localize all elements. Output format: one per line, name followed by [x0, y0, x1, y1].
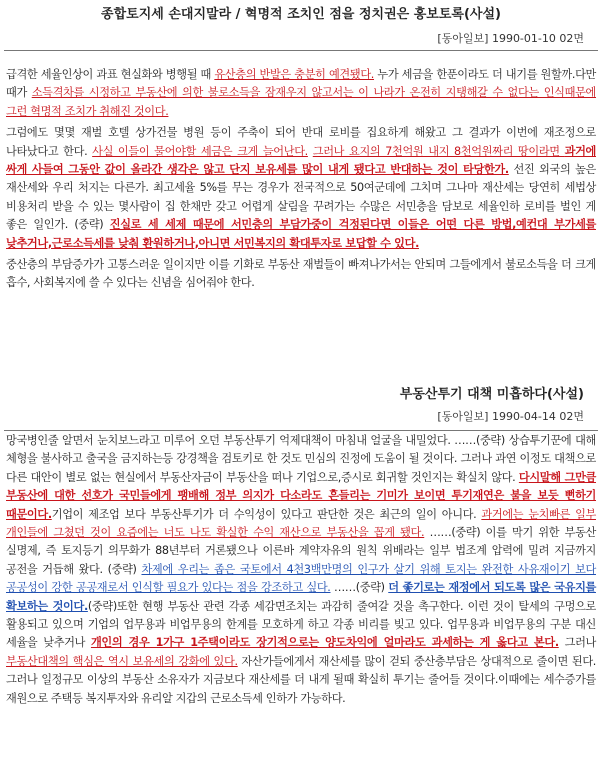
highlighted-text: 유산층의 반발은 충분히 예견됐다. — [214, 68, 375, 81]
highlighted-text: 진실로 세 세제 때문에 서민층의 부담가중이 걱정된다면 이들은 어떤 다른 방법,예컨대 부가세를 낮추거나,근로소득세를 낮춰 환원하거나,아니면 서민복지의 확대투자로 보답할 수 있다. — [6, 218, 596, 250]
paragraph — [6, 66, 596, 121]
text-run: 자산가들에게서 재산세를 많이 걷되 중산층부담은 상대적으로 줄이면 된다. 그러나 일정규모 이상의 부동산 소유자가 지금보다 재산세를 더 내게 될때 확실히 투기는 줄어들 것이다.이때에는 세수증가를 재원으로 주택등 복지투자와 유리알 지갑의 근로소득세 인하가 가능하다. — [6, 654, 596, 705]
highlighted-text: 개인의 경우 1가구 1주택이라도 장기적으로는 양도차익에 얼마라도 과세하는 게 옳다고 본다. — [90, 636, 559, 650]
divider — [4, 430, 598, 431]
article-body — [6, 432, 596, 711]
highlighted-text: 부동산대책의 핵심은 역시 보유세의 강화에 있다. — [6, 654, 238, 668]
highlighted-text: 다시말해 그만큼 부동산에 대한 선호가 국민들에게 팽배해 정부 의지가 다소라도 흔들리는 기미가 보이면 투기재연은 불을 보듯 뻔하기 때문이다. — [6, 470, 596, 521]
text-run: ……(중략) 이를 막기 위한 부동산 실명제, 즉 토지등기 의무화가 88년부터 거론됐으나 이른바 계약자유의 원칙 위배라는 일부 법조계 압력에 밀려 지금까지 공전을 거듭해 왔다. (중략) — [6, 526, 596, 576]
article-byline: [동아일보] 1990-01-10 02면 — [437, 32, 584, 45]
paragraph — [6, 256, 596, 293]
article-title: 종합토지세 손대지말라 / 혁명적 조치인 점을 정치권은 홍보토록(사설) — [101, 7, 501, 22]
article-title: 부동산투기 대책 미흡하다(사설) — [399, 387, 584, 402]
highlighted-text: 더 좋기로는 재정에서 되도록 많은 국유지를 확보하는 것이다. — [6, 581, 596, 613]
paragraph — [6, 124, 596, 253]
text-run: 그러나 — [558, 636, 596, 650]
text-run: 누가 세금을 한푼이라도 더 내기를 원할까.다만 때가 — [6, 68, 597, 100]
divider — [4, 50, 598, 51]
highlighted-text: 차제에 우리는 좁은 국토에서 4천3백만명의 인구가 살기 위해 토지는 완전한 사유재이기 보다 공공성이 강한 공공재로서 인식할 필요가 있다는 점을 강조하고 싶다. — [6, 562, 596, 595]
article-body — [6, 66, 596, 296]
text-run: 선진 외국의 높은 재산세와 우리 처지는 다른가. 최고세율 5%를 무는 경우가 전국적으로 50여군데에 그치며 그나마 재산세는 당연히 세법상 비용처리 받을 수 있는 몇사람이 집 한채만 갖고 어렵게 살림을 꾸려가는 수많은 서민층을 담보로 세율인하 로비를 벌인 게 좋은 일인가. (중략) — [6, 163, 596, 232]
text-run: 그럼에도 몇몇 재벌 호텔 상가건물 병원 등이 주축이 되어 반대 로비를 집요하게 해왔고 그 결과가 이번에 재조정으로 나타났다고 한다. — [6, 126, 596, 158]
text-run: 중산층의 부담증가가 고통스러운 일이지만 이를 기화로 부동산 재벌들이 빠져나가서는 안되며 그들에게서 불로소득을 더 크게 흡수, 사회복지에 쓸 수 있다는 신념을 심어줘야 한다. — [6, 258, 596, 290]
highlighted-text: 과거에 싸게 사들여 그동안 값이 올라간 생각은 않고 단지 보유세를 많이 내게 됐다고 반대하는 것이 타당한가. — [6, 144, 596, 177]
text-run: ……(중략) — [330, 581, 389, 595]
highlighted-text: 그러나 요지의 7천억원 내지 8천억원짜리 땅이라면 — [312, 144, 565, 158]
text-run: 급격한 세율인상이 과표 현실화와 병행될 때 — [6, 68, 215, 81]
text-run: (중략)또한 현행 부동산 관련 각종 세감면조치는 과감히 줄여갈 것을 촉구한다. 이런 것이 탈세의 구멍으로 활용되고 있으며 기업의 업무용과 비업무용의 한계를 모호하게 하고 각종 비리를 빚고 있다. 업무용과 비업무용의 구분 대신 세율을 낮추거나 — [6, 599, 596, 650]
highlighted-text: 사실 이들이 물어야할 세금은 크게 늘어난다. — [92, 144, 308, 158]
text-run: 망국병인줄 알면서 눈치보느라고 미루어 오던 부동산투기 억제대책이 마침내 얼굴을 내밀었다. ……(중략) 상습투기꾼에 대해 체형을 불사하고 출국을 금지하는등 강경책을 검토키로 한 것도 민심의 진정에 도움이 될 것이다. 그러나 과연 이정도 대책으로 다른 대안이 별로 없는 현실에서 부동산자금이 부동산을 떠나 기업으로,증시로 회귀할 것인지는 확실치 않다. — [6, 434, 596, 484]
article-byline: [동아일보] 1990-04-14 02면 — [437, 410, 584, 423]
highlighted-text: 과거에는 눈치빠른 일부 개인들에 그쳤던 것이 요즘에는 너도 나도 확실한 수익 재산으로 부동산을 꼽게 됐다. — [6, 507, 596, 540]
text-run: 기업이 제조업 보다 부동산투기가 더 수익성이 있다고 판단한 것은 최근의 일이 아니다. — [51, 507, 482, 521]
highlighted-text: 소득격차를 시정하고 부동산에 의한 불로소득을 잠재우지 않고서는 이 나라가 온전히 지탱해갈 수 없다는 인식때문에 그런 혁명적 조치가 취해진 것이다. — [6, 86, 596, 118]
paragraph — [6, 432, 596, 708]
